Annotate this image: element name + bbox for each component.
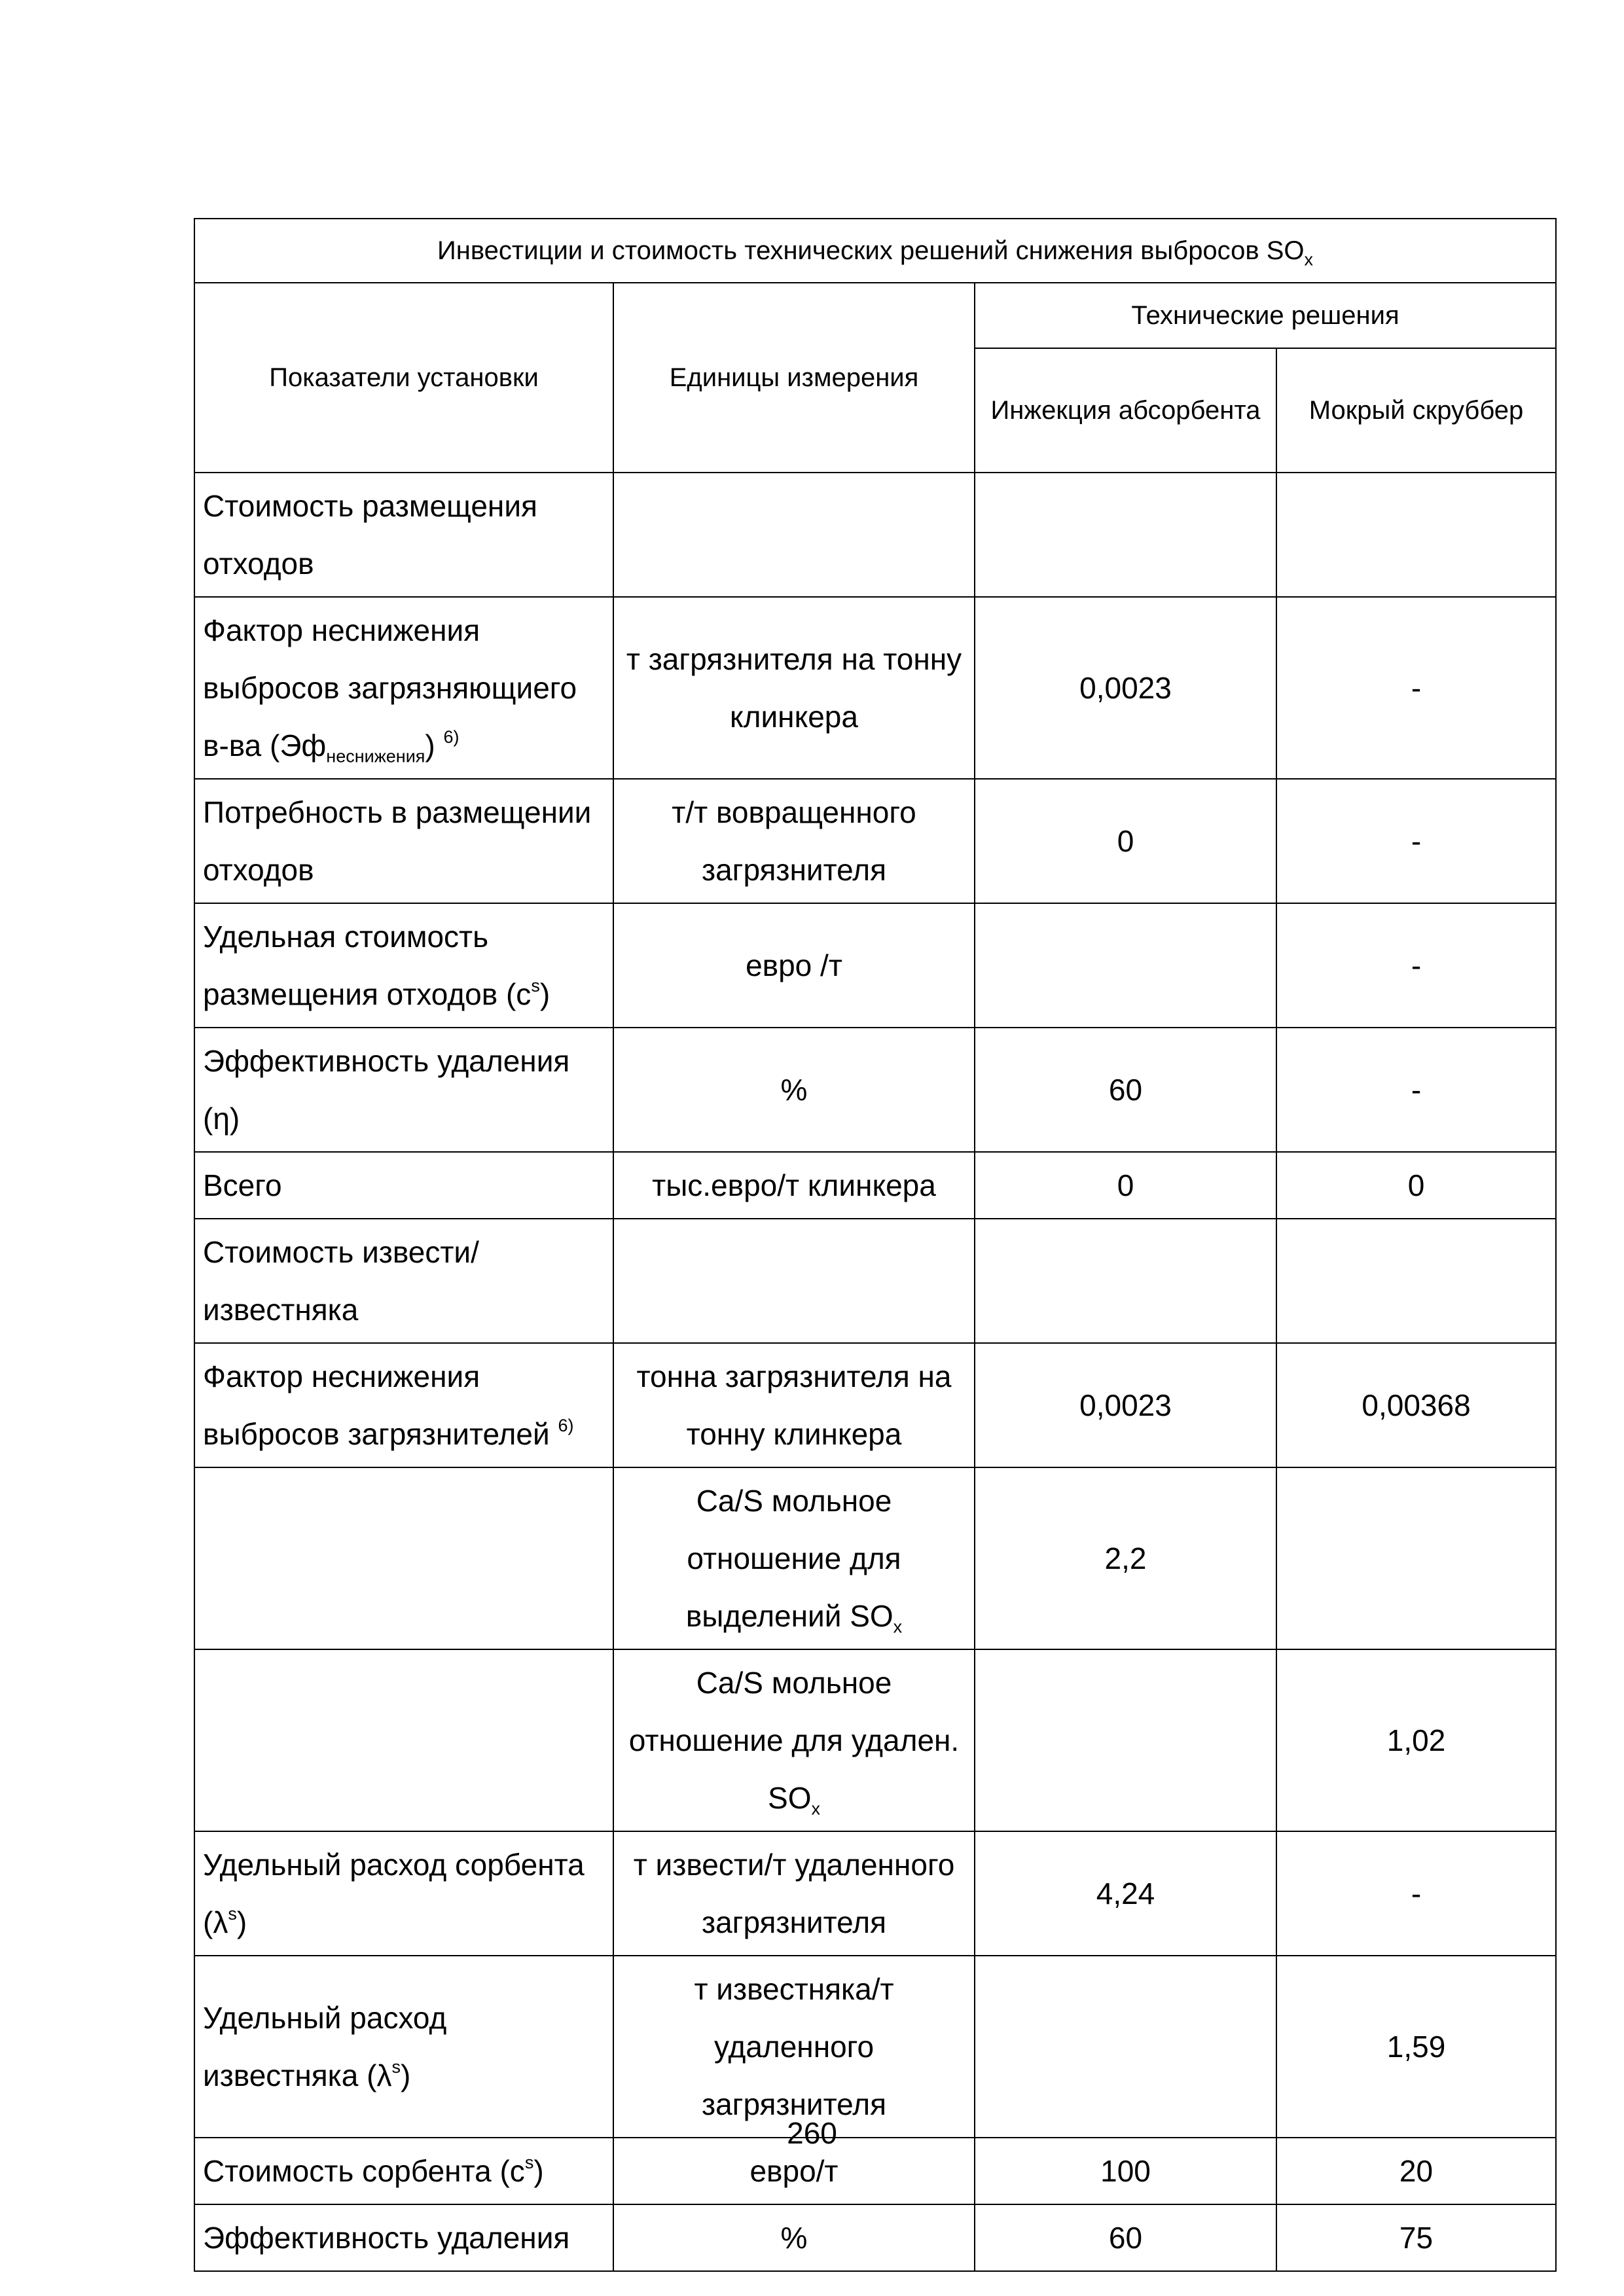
unit-text: тонна загрязнителя на тонну клинкера — [636, 1359, 952, 1451]
value-wet-scrubber: 1,02 — [1276, 1649, 1556, 1831]
indicator-tail: ) — [236, 1905, 247, 1939]
value-wet-scrubber — [1276, 1467, 1556, 1649]
indicator-text: Потребность в размещении отходов — [203, 795, 592, 887]
indicator-cell — [194, 1219, 613, 1343]
unit-text: евро/т — [749, 2154, 839, 2188]
value-wet-scrubber — [1276, 473, 1556, 597]
indicator-text: Фактор неснижения выбросов загрязнителей — [203, 1359, 550, 1451]
unit-subscript: x — [811, 1799, 820, 1819]
indicator-superscript: s — [228, 1903, 237, 1924]
unit-cell — [613, 1649, 975, 1831]
header-solution-sorbent-injection: Инжекция абсорбента — [975, 348, 1276, 473]
value-sorbent-injection: 0,0023 — [975, 1343, 1276, 1467]
indicator-tail: ) — [539, 977, 550, 1011]
value-wet-scrubber: 75 — [1276, 2204, 1556, 2271]
indicator-footnote: 6) — [443, 726, 460, 747]
unit-text: Ca/S мольное отношение для выделений SO — [685, 1484, 901, 1633]
value-sorbent-injection — [975, 1956, 1276, 2138]
cost-table — [194, 218, 1557, 2272]
unit-cell — [613, 1956, 975, 2138]
indicator-cell — [194, 1028, 613, 1152]
indicator-cell — [194, 1649, 613, 1831]
indicator-text: Удельная стоимость размещения отходов (c — [203, 920, 532, 1011]
value-sorbent-injection — [975, 1219, 1276, 1343]
value-sorbent-injection: 0 — [975, 1152, 1276, 1219]
table-row — [194, 1831, 1556, 1956]
table-row — [194, 1343, 1556, 1467]
value-sorbent-injection: 2,2 — [975, 1467, 1276, 1649]
header-unit: Единицы измерения — [613, 283, 975, 473]
indicator-text: Всего — [203, 1168, 282, 1202]
unit-text: % — [780, 2221, 808, 2255]
value-wet-scrubber: - — [1276, 1831, 1556, 1956]
unit-text: т/т вовращенного загрязнителя — [672, 795, 916, 887]
unit-cell — [613, 2204, 975, 2271]
table-row — [194, 903, 1556, 1028]
indicator-tail: ) — [533, 2154, 544, 2188]
indicator-cell — [194, 1956, 613, 2138]
unit-cell — [613, 1219, 975, 1343]
header-solutions-group: Технические решения — [975, 283, 1556, 348]
unit-text: евро /т — [746, 948, 842, 982]
indicator-superscript: s — [531, 975, 540, 996]
table-row — [194, 597, 1556, 779]
unit-text: Ca/S мольное отношение для удален. SO — [628, 1666, 960, 1815]
page-number: 260 — [787, 2116, 837, 2150]
indicator-text: Стоимость размещения отходов — [203, 489, 537, 581]
unit-text: т известняка/т удаленного загрязнителя — [694, 1972, 894, 2121]
value-wet-scrubber: 0 — [1276, 1152, 1556, 1219]
table-row — [194, 1956, 1556, 2138]
unit-text: т загрязнителя на тонну клинкера — [626, 642, 962, 734]
value-wet-scrubber — [1276, 1219, 1556, 1343]
indicator-text: Эффективность удаления — [203, 2221, 570, 2255]
indicator-cell — [194, 597, 613, 779]
indicator-subscript: неснижения — [326, 746, 425, 766]
table-row — [194, 1028, 1556, 1152]
table-caption-text: Инвестиции и стоимость технических решений снижения выбросов SO — [437, 236, 1305, 265]
unit-text: % — [780, 1073, 808, 1107]
unit-cell — [613, 1831, 975, 1956]
indicator-text: Удельный расход сорбента (λ — [203, 1848, 585, 1939]
unit-cell — [613, 1152, 975, 1219]
header-solution-wet-scrubber: Мокрый скруббер — [1276, 348, 1556, 473]
value-sorbent-injection: 60 — [975, 2204, 1276, 2271]
indicator-tail: ) — [425, 728, 435, 762]
indicator-text: Стоимость сорбента (c — [203, 2154, 525, 2188]
table-row — [194, 1219, 1556, 1343]
indicator-cell — [194, 779, 613, 903]
value-sorbent-injection — [975, 473, 1276, 597]
value-wet-scrubber: - — [1276, 597, 1556, 779]
indicator-text: Эффективность удаления (η) — [203, 1044, 570, 1136]
unit-text: тыс.евро/т клинкера — [652, 1168, 936, 1202]
header-row-group — [194, 283, 1556, 348]
indicator-superscript: s — [391, 2056, 401, 2077]
indicator-cell — [194, 903, 613, 1028]
unit-cell — [613, 597, 975, 779]
indicator-superscript: s — [524, 2152, 534, 2172]
value-wet-scrubber: - — [1276, 779, 1556, 903]
value-sorbent-injection: 0,0023 — [975, 597, 1276, 779]
value-sorbent-injection: 4,24 — [975, 1831, 1276, 1956]
value-wet-scrubber: 1,59 — [1276, 1956, 1556, 2138]
value-wet-scrubber: 20 — [1276, 2138, 1556, 2204]
indicator-tail: ) — [401, 2058, 411, 2092]
table-row — [194, 779, 1556, 903]
value-sorbent-injection — [975, 903, 1276, 1028]
unit-text: т извести/т удаленного загрязнителя — [633, 1848, 955, 1939]
indicator-cell — [194, 1343, 613, 1467]
unit-cell — [613, 1467, 975, 1649]
table-row — [194, 2204, 1556, 2271]
caption-row — [194, 219, 1556, 283]
header-indicator: Показатели установки — [194, 283, 613, 473]
table-body — [194, 219, 1556, 2271]
table-row — [194, 1649, 1556, 1831]
indicator-text: Фактор неснижения выбросов загрязняющиего в-ва (Эф — [203, 613, 577, 762]
unit-cell — [613, 473, 975, 597]
unit-cell — [613, 779, 975, 903]
table-row — [194, 1152, 1556, 1219]
value-sorbent-injection — [975, 1649, 1276, 1831]
unit-cell — [613, 1028, 975, 1152]
indicator-footnote: 6) — [558, 1415, 574, 1435]
table-row — [194, 473, 1556, 597]
value-sorbent-injection: 60 — [975, 1028, 1276, 1152]
indicator-cell — [194, 1467, 613, 1649]
indicator-text: Удельный расход известняка (λ — [203, 2001, 447, 2092]
unit-cell — [613, 903, 975, 1028]
indicator-cell — [194, 1152, 613, 1219]
table-row — [194, 1467, 1556, 1649]
indicator-cell — [194, 2204, 613, 2271]
indicator-cell — [194, 473, 613, 597]
indicator-text: Стоимость извести/известняка — [203, 1235, 479, 1327]
value-wet-scrubber: 0,00368 — [1276, 1343, 1556, 1467]
value-wet-scrubber: - — [1276, 903, 1556, 1028]
indicator-cell — [194, 1831, 613, 1956]
table-caption — [194, 219, 1556, 283]
value-wet-scrubber: - — [1276, 1028, 1556, 1152]
unit-cell — [613, 1343, 975, 1467]
unit-subscript: x — [893, 1617, 903, 1637]
value-sorbent-injection: 0 — [975, 779, 1276, 903]
table-caption-subscript: x — [1304, 249, 1314, 269]
value-sorbent-injection: 100 — [975, 2138, 1276, 2204]
